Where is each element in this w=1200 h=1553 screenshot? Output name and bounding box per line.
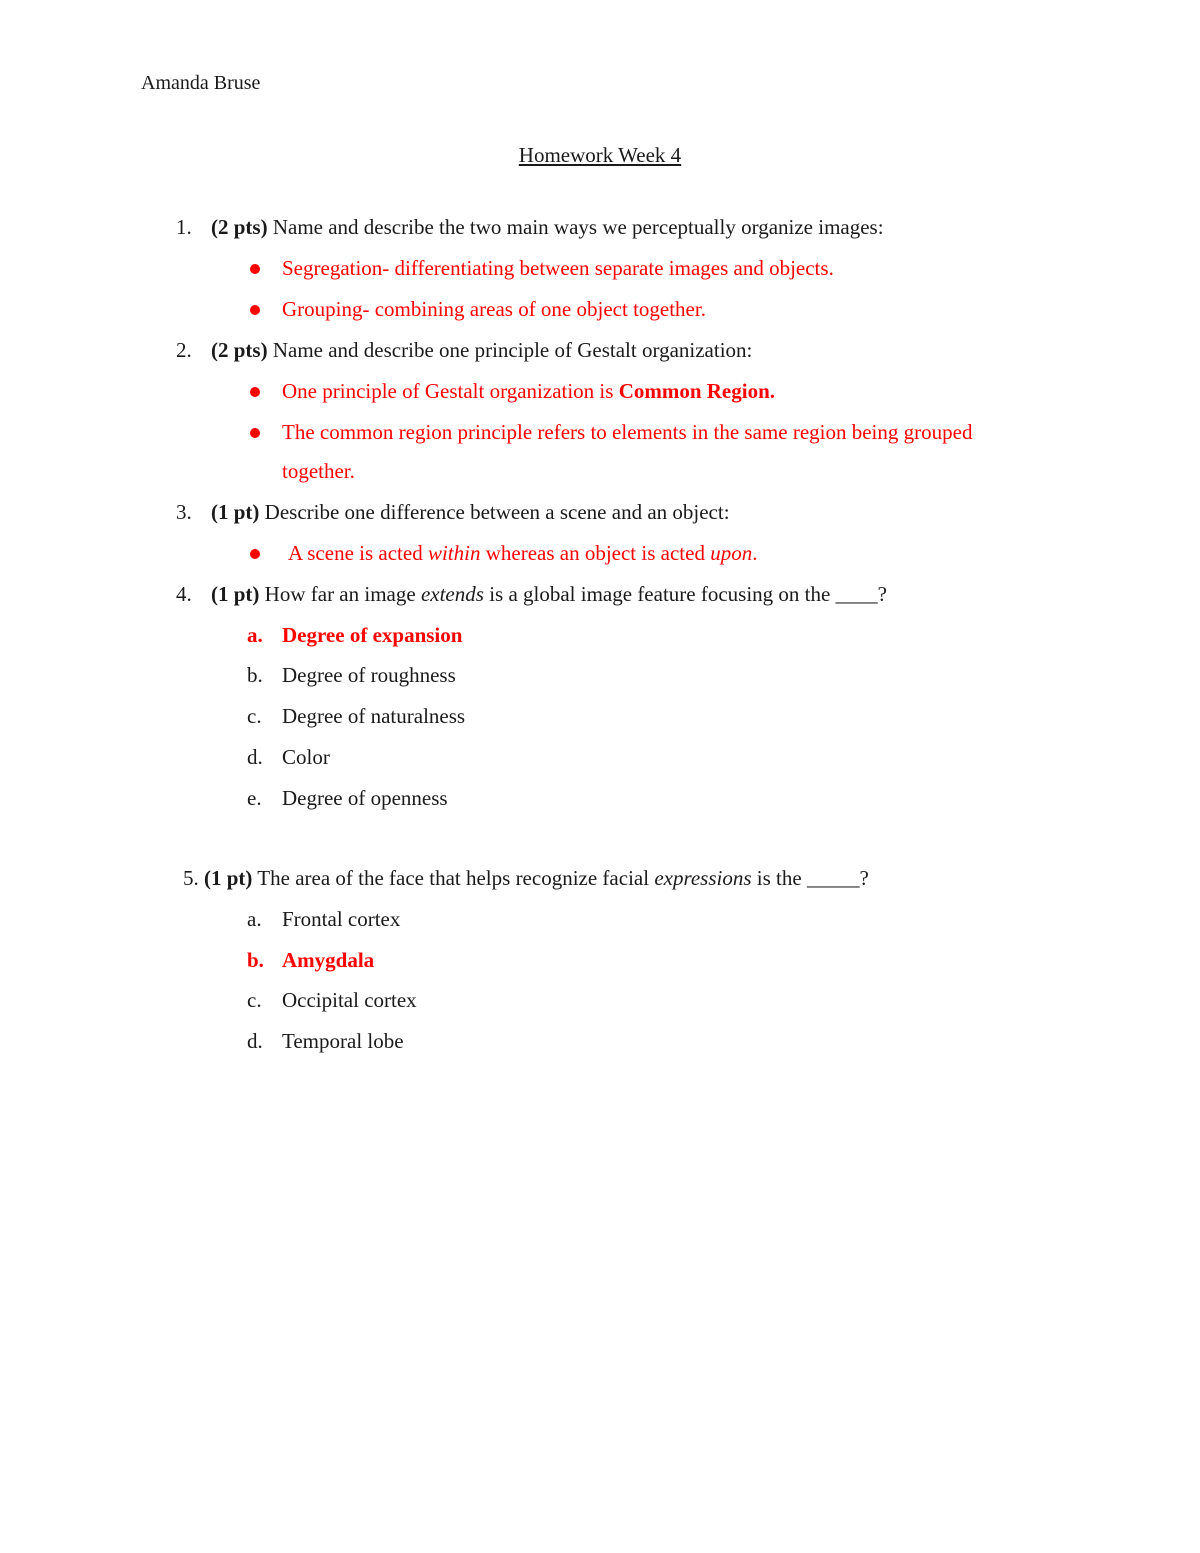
answer-text: A scene is acted (288, 541, 428, 565)
question-2-points: (2 pts) (211, 338, 268, 362)
option-text: Degree of roughness (282, 663, 456, 687)
question-3-prompt: Describe one difference between a scene and an object: (259, 500, 730, 524)
question-5-points: (1 pt) (204, 866, 253, 890)
question-2-prompt: Name and describe one principle of Gestalt organization: (267, 338, 753, 362)
option-text: Occipital cortex (282, 988, 417, 1012)
option-letter: d. (247, 745, 263, 769)
question-1-prompt: Name and describe the two main ways we perceptually organize images: (267, 215, 884, 239)
question-2-answer-2-line-1: The common region principle refers to elements in the same region being grouped (282, 420, 973, 444)
question-5-text (183, 868, 869, 889)
question-2-answer-1 (282, 381, 775, 402)
option-letter: b. (247, 948, 264, 972)
answer-italic: upon (710, 541, 753, 565)
option-letter: c. (247, 704, 262, 728)
document-title: Homework Week 4 (518, 143, 682, 167)
question-5-prompt-end: is the _____? (751, 866, 869, 890)
bullet-icon (250, 428, 260, 438)
question-4-prompt-end: is a global image feature focusing on the ____? (483, 582, 887, 606)
option-letter: a. (247, 623, 263, 647)
bullet-icon (250, 305, 260, 315)
option-text: Color (282, 745, 330, 769)
question-4-points: (1 pt) (211, 582, 260, 606)
option-text: Degree of naturalness (282, 704, 466, 728)
question-2-answer-2-line-2: together. (282, 459, 355, 483)
question-4-text (211, 584, 887, 605)
question-2-answer-1-bold: Common Region. (618, 379, 776, 403)
question-1-answer-1: Segregation- differentiating between separate images and objects. (282, 256, 834, 280)
answer-text: whereas an object is acted (480, 541, 711, 565)
question-1-text (211, 217, 884, 238)
question-4-number: 4. (176, 582, 192, 606)
question-1-number: 1. (176, 215, 192, 239)
question-1-points: (2 pts) (211, 215, 268, 239)
option-letter: d. (247, 1029, 263, 1053)
option-letter: c. (247, 988, 262, 1012)
question-4-prompt-italic: extends (420, 582, 484, 606)
answer-text: . (752, 541, 758, 565)
question-3-number: 3. (176, 500, 192, 524)
option-text: Frontal cortex (282, 907, 401, 931)
option-letter: a. (247, 907, 262, 931)
question-1-answer-2: Grouping- combining areas of one object together. (282, 297, 706, 321)
question-5-number: 5. (183, 866, 199, 890)
question-3-points: (1 pt) (211, 500, 260, 524)
answer-italic: within (427, 541, 481, 565)
question-5-prompt-italic: expressions (654, 866, 752, 890)
option-text: Temporal lobe (282, 1029, 404, 1053)
bullet-icon (250, 549, 260, 559)
question-5-prompt: The area of the face that helps recognize facial (252, 866, 655, 890)
question-3-answer (288, 543, 757, 564)
option-letter: b. (247, 663, 263, 687)
question-2-answer-1-prefix: One principle of Gestalt organization is (282, 379, 619, 403)
question-3-text (211, 502, 730, 523)
bullet-icon (250, 387, 260, 397)
bullet-icon (250, 264, 260, 274)
option-letter: e. (247, 786, 262, 810)
question-2-number: 2. (176, 338, 192, 362)
option-text: Degree of openness (282, 786, 448, 810)
question-2-text (211, 340, 752, 361)
option-text-correct: Degree of expansion (282, 623, 463, 647)
option-text-correct: Amygdala (282, 948, 375, 972)
question-4-prompt: How far an image (259, 582, 421, 606)
author-name: Amanda Bruse (141, 72, 261, 94)
